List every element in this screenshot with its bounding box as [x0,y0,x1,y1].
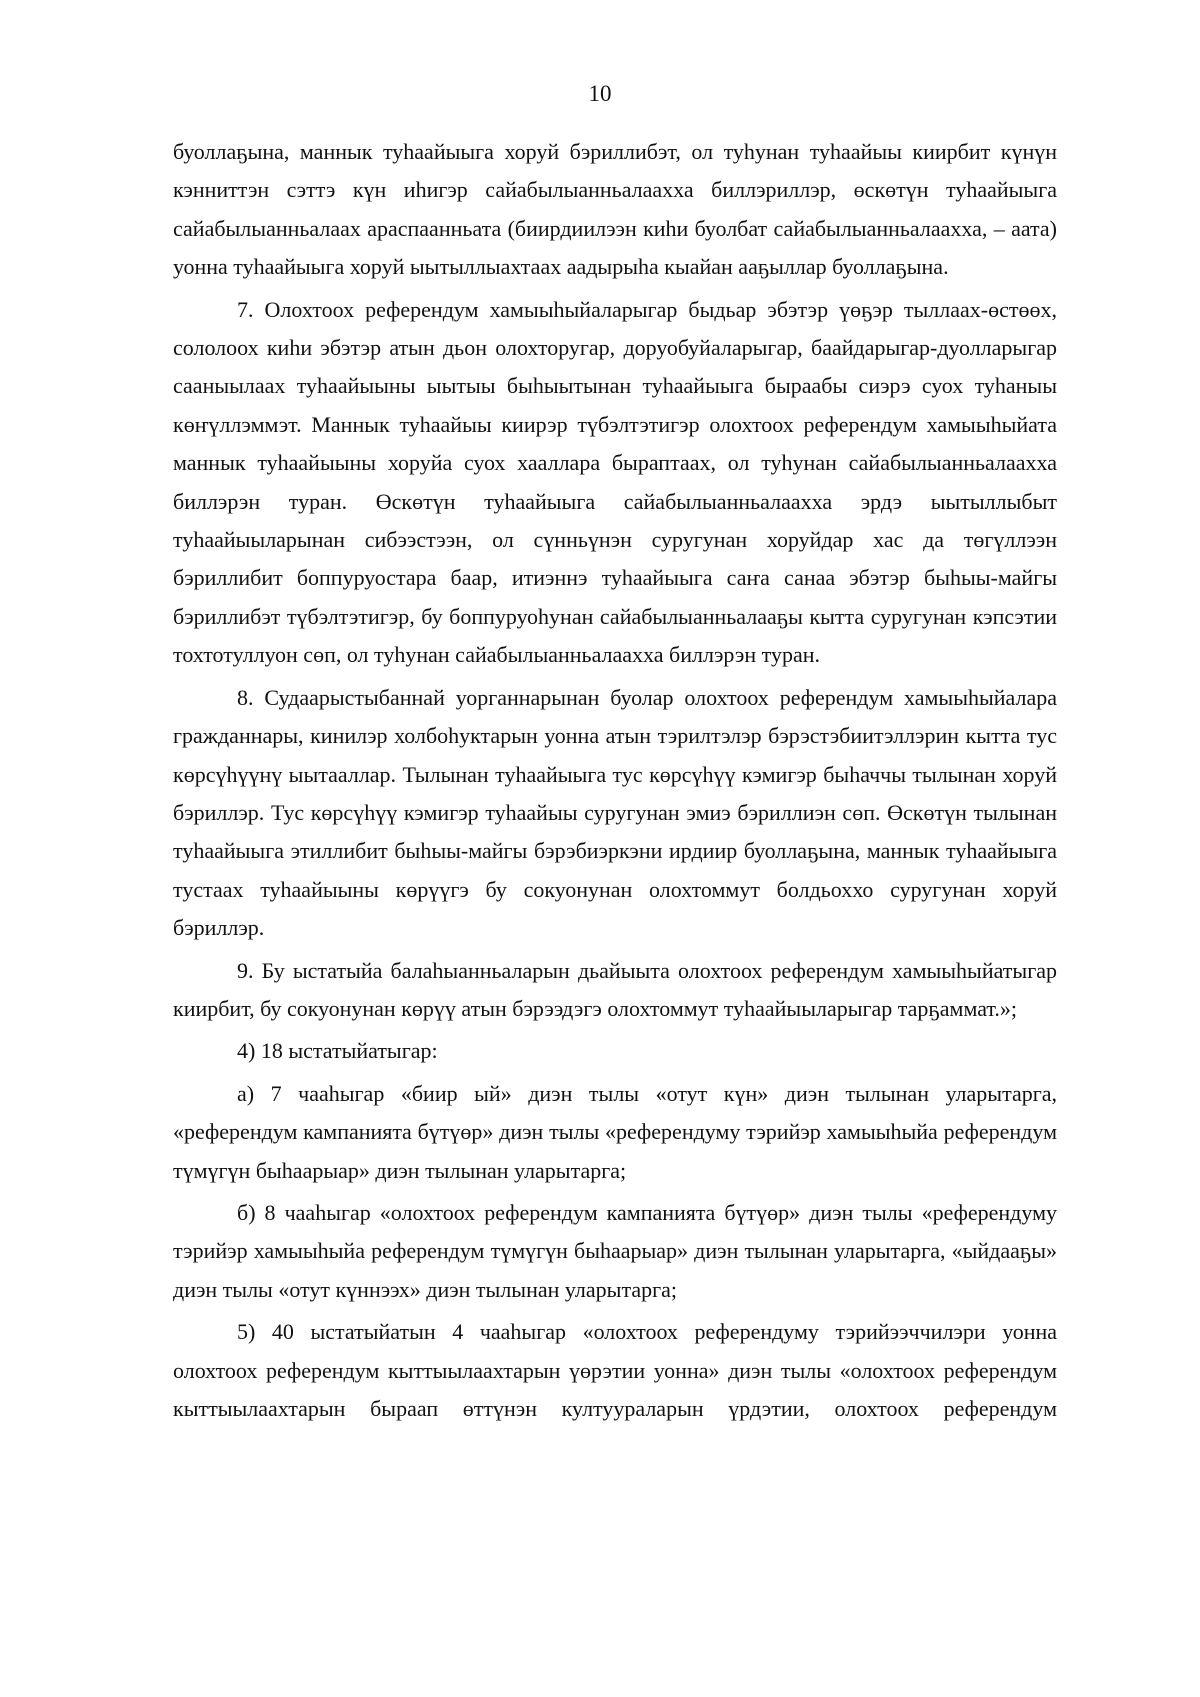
paragraph-item-8: 8. Судаарыстыбаннай уорганнарынан буолар олохтоох референдум хамыыһыйалара гражданнары, кинилэр холбоһуктарын уонна атын тэрилтэлэр бэрэстэбиитэллэрин кытта тус көрсүһүүнү ыытааллар. Тылынан туһаайыыга тус көрсүһүү кэмигэр быһаччы тылынан хоруй бэриллэр. Тус көрсүһүү кэмигэр туһаайыы суругунан эмиэ бэриллиэн сөп. Өскөтүн тылынан туһаайыыга этиллибит быһыы-майгы бэрэбиэркэни ирдиир буоллаҕына, маннык туһаайыыга тустаах туһаайыыны көрүүгэ бу сокуонунан олохтоммут болдьоххо суругунан хоруй бэриллэр. [173,684,1057,941]
page-number: 10 [588,81,612,106]
paragraph-item-7: 7. Олохтоох референдум хамыыһыйаларыгар быдьар эбэтэр үөҕэр тыллаах-өстөөх, сололоох киһи эбэтэр атын дьон олохторугар, доруобуйаларыгар, баайдарыгар-дуолларыгар сааныылаах туһаайыыны ыытыы быһыытынан туһаайыыга быраабы сиэрэ суох туһаныы көҥүллэммэт. Маннык туһаайыы киирэр түбэлтэтигэр олохтоох референдум хамыыһыйата маннык туһаайыыны хоруйа суох хааллара быраптаах, ол туһунан сайабылыанньалаахха биллэрэн туран. Өскөтүн туһаайыыга сайабылыанньалаахха эрдэ ыытыллыбыт туһаайыыларынан сибээстээн, ол сүнньүнэн суругунан хоруйдар хас да төгүллээн бэриллибит боппуруостара баар, итиэннэ туһаайыыга саҥа санаа эбэтэр быһыы-майгы бэриллибэт түбэлтэтигэр, бу боппуруоһунан сайабылыанньалааҕы кытта суругунан кэпсэтии тохтотуллуон сөп, ол туһунан сайабылыанньалаахха биллэрэн туран. [173,296,1057,668]
paragraph-clause-5: 5) 40 ыстатыйатын 4 чааһыгар «олохтоох референдуму тэрийээччилэри уонна олохтоох референдум кыттыылаахтарын үөрэтии уонна» диэн тылы «олохтоох референдум кыттыылаахтарын быраап өттүнэн култуураларын үрдэтии, олохтоох референдум [173,1319,1057,1421]
paragraph-clause-4: 4) 18 ыстатыйатыгар: [237,1038,438,1064]
document-body [173,133,1057,1432]
paragraph-subclause-a: а) 7 чааһыгар «биир ый» диэн тылы «отут күн» диэн тылынан уларытарга, «референдум кампаниятa бүтүөр» диэн тылы «референдуму тэрийэр хамыыһыйа референдум түмүгүн быһаарыар» диэн тылынан уларытарга; [173,1080,1057,1183]
paragraph-subclause-b: б) 8 чааһыгар «олохтоох референдум кампаниятa бүтүөр» диэн тылы «референдуму тэрийэр хамыыһыйа референдум түмүгүн быһаарыар» диэн тылынан уларытарга, «ыйдааҕы» диэн тылы «отут күннээх» диэн тылынан уларытарга; [173,1199,1057,1302]
paragraph-continuation: буоллаҕына, маннык туһаайыыга хоруй бэриллибэт, ол туһунан туһаайыы киирбит күнүн кэнниттэн сэттэ күн иһигэр сайабылыанньалаахха биллэриллэр, өскөтүн туһаайыыга сайабылыанньалаах араспаанньата (биирдиилээн киһи буолбат сайабылыанньалаахха, – аата) уонна туһаайыыга хоруй ыытыллыахтаах аадырыһа кыайан ааҕыллар буоллаҕына. [173,139,1057,280]
paragraph-item-9: 9. Бу ыстатыйа балаһыанньаларын дьайыыта олохтоох референдум хамыыһыйатыгар киирбит, бу сокуонунан көрүү атын бэрээдэгэ олохтоммут туһаайыыларыгар тарҕаммат.»; [173,957,1057,1021]
